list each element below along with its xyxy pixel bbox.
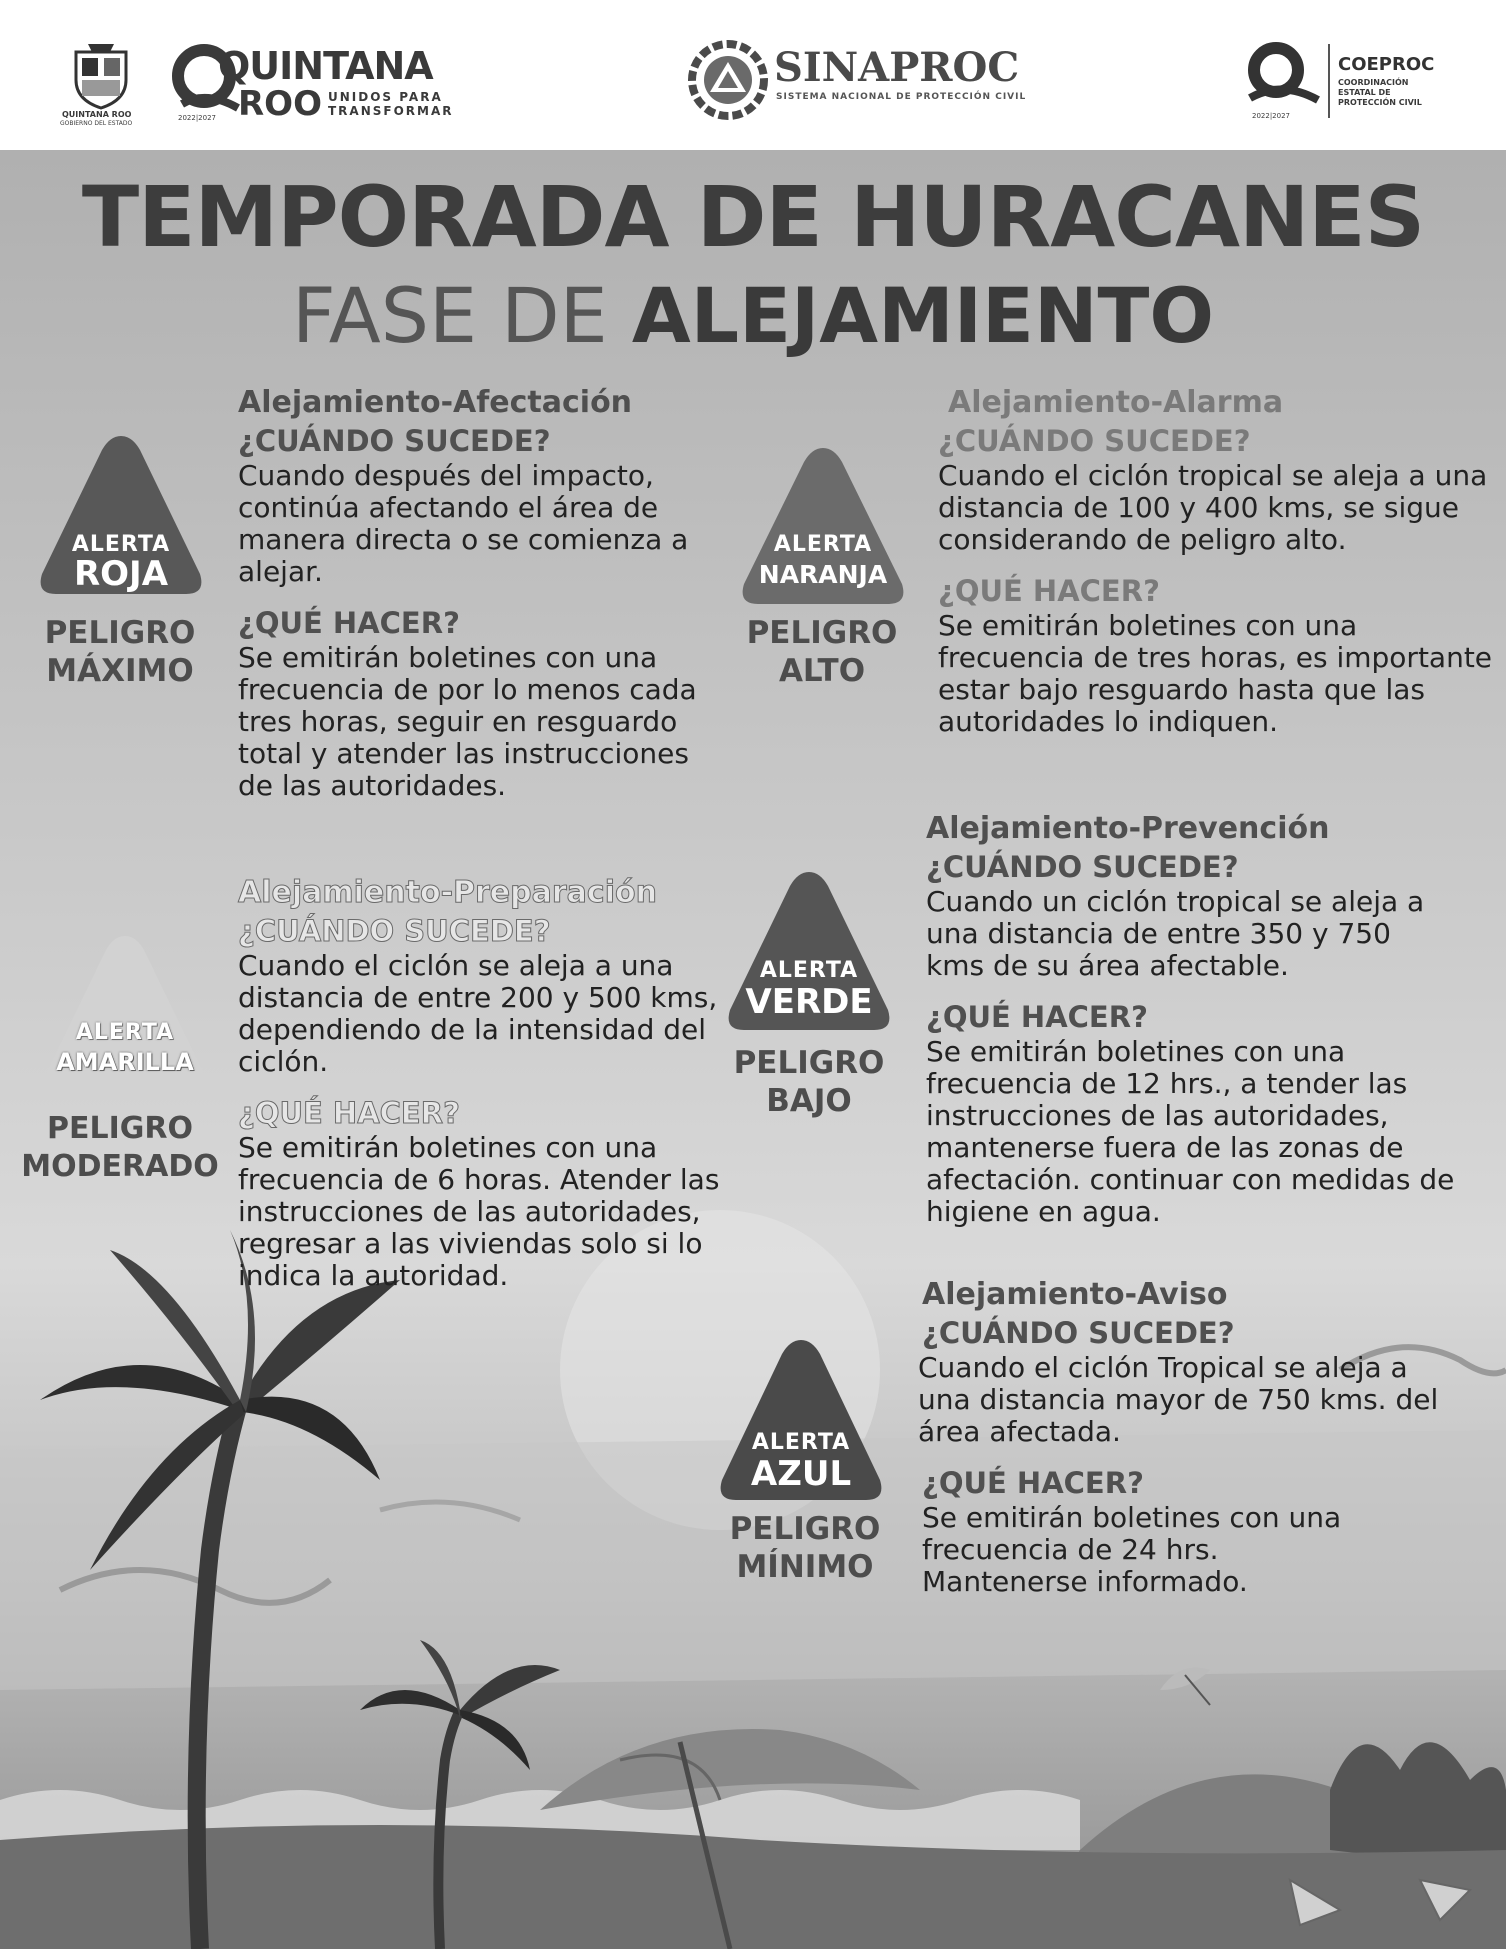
peligro-word: PELIGRO [729,1511,881,1547]
alerta-color: ROJA [73,554,169,594]
quintana-roo-logo [172,42,454,126]
peligro-moderado-label [10,1110,230,1186]
sub-title-bold: ALEJAMIENTO [631,271,1214,360]
alerta-roja-badge [36,430,206,600]
tagline-transformar: TRANSFORMAR [328,104,454,118]
cuando-sucede-text: Cuando un ciclón tropical se aleja a una distancia de entre 350 y 750 kms de su área afectable. [926,885,1425,982]
alerta-word: ALERTA [759,958,859,983]
que-hacer-text: Se emitirán boletines con una frecuencia de por lo menos cada tres horas, seguir en resguardo total y atender las instrucciones de las autoridades. [238,641,697,802]
cuando-sucede-text: Cuando el ciclón tropical se aleja a una distancia de 100 y 400 kms, se sigue considerando de peligro alto. [938,459,1488,556]
alerta-verde-badge [724,866,894,1036]
peligro-minimo-label [705,1510,905,1586]
alejamiento-aviso-block [918,1276,1478,1614]
alejamiento-afectacion-block [238,384,728,818]
coeproc-divider [1328,44,1330,118]
que-hacer-text: Se emitirán boletines con una frecuencia de 6 horas. Atender las instrucciones de las autoridades, regresar a las viviendas solo si lo indica la autoridad. [238,1131,720,1292]
que-hacer-text: Se emitirán boletines con una frecuencia de tres horas, es importante estar bajo resguardo hasta que las autoridades lo indiquen. [938,609,1493,738]
alejamiento-preparacion-block [238,874,778,1308]
alejamiento-prevencion-block [926,810,1496,1244]
coat-of-arms-icon [66,40,136,110]
cuando-sucede-heading: ¿CUÁNDO SUCEDE? [926,850,1239,884]
alerta-amarilla-badge [40,930,210,1100]
block-heading: Alejamiento-Aviso [922,1277,1228,1312]
peligro-maximo-label [20,614,220,690]
quintana-word: QUINTANA [218,44,433,88]
sub-title-regular: FASE DE [292,271,632,360]
alerta-color: VERDE [745,982,873,1022]
cuando-sucede-heading: ¿CUÁNDO SUCEDE? [238,914,551,948]
peligro-word: PELIGRO [746,615,898,651]
block-heading: Alejamiento-Preparación [238,875,657,910]
alerta-color: AZUL [750,1454,852,1494]
block-heading: Alejamiento-Prevención [926,811,1330,846]
peligro-level: MÁXIMO [46,653,194,689]
cuando-sucede-text: Cuando el ciclón se aleja a una distancia de entre 200 y 500 kms, dependiendo de la intensidad del ciclón. [238,949,718,1078]
cuando-sucede-heading: ¿CUÁNDO SUCEDE? [938,424,1251,458]
sinaproc-logo [688,40,1027,124]
cuando-sucede-text: Cuando el ciclón Tropical se aleja a una distancia mayor de 750 kms. del área afectada. [918,1351,1439,1448]
coeproc-line2: ESTATAL DE [1338,88,1391,97]
alerta-color: NARANJA [758,560,888,589]
peligro-level: MÍNIMO [736,1549,874,1585]
coeproc-line3: PROTECCIÓN CIVIL [1338,98,1422,107]
que-hacer-heading: ¿QUÉ HACER? [938,574,1160,608]
roo-word: ROO [238,84,322,124]
logo-years: 2022|2027 [178,114,216,122]
que-hacer-heading: ¿QUÉ HACER? [926,1000,1148,1034]
alerta-word: ALERTA [71,532,171,557]
sub-title [0,271,1506,360]
peligro-bajo-label [709,1044,909,1120]
coat-of-arms-subcaption: GOBIERNO DEL ESTADO [60,120,133,127]
alerta-naranja-badge [738,444,908,608]
alerta-word: ALERTA [773,532,873,557]
block-heading: Alejamiento-Afectación [238,385,633,420]
main-title: TEMPORADA DE HURACANES [81,168,1425,266]
alejamiento-alarma-block [938,384,1498,754]
quintana-roo-coat-of-arms-logo [60,40,136,127]
coeproc-name: COEPROC [1338,54,1435,75]
peligro-word: PELIGRO [733,1045,885,1081]
alerta-color: AMARILLA [56,1048,194,1076]
block-heading: Alejamiento-Alarma [948,385,1284,420]
peligro-word: PELIGRO [44,615,196,651]
cuando-sucede-heading: ¿CUÁNDO SUCEDE? [238,424,551,458]
peligro-level: BAJO [766,1083,852,1119]
coat-of-arms-caption: QUINTANA ROO [62,110,132,119]
q-wave-logo-icon [1244,40,1320,110]
tagline-unidos: UNIDOS PARA [328,90,443,104]
que-hacer-text: Se emitirán boletines con una frecuencia de 12 hrs., a tender las instrucciones de las autoridades, mantenerse fuera de las zonas de afectación. continuar con medidas de higiene en agua. [926,1035,1455,1228]
alerta-azul-badge [716,1334,886,1506]
peligro-alto-label [722,614,922,690]
cuando-sucede-heading: ¿CUÁNDO SUCEDE? [922,1316,1235,1350]
header-bar [0,0,1506,150]
que-hacer-heading: ¿QUÉ HACER? [238,606,460,640]
que-hacer-text: Se emitirán boletines con una frecuencia de 24 hrs. Mantenerse informado. [922,1501,1342,1598]
coeproc-logo [1244,40,1454,124]
civil-protection-emblem-icon [688,40,768,120]
cuando-sucede-text: Cuando después del impacto, continúa afectando el área de manera directa o se comienza a alejar. [238,459,689,588]
que-hacer-heading: ¿QUÉ HACER? [238,1096,460,1130]
alerta-word: ALERTA [75,1020,175,1045]
coeproc-line1: COORDINACIÓN [1338,78,1409,87]
peligro-level: MODERADO [21,1149,219,1184]
peligro-word: PELIGRO [47,1111,193,1146]
sinaproc-name: SINAPROC [774,44,1020,91]
sinaproc-subtitle: SISTEMA NACIONAL DE PROTECCIÓN CIVIL [776,92,1027,102]
peligro-level: ALTO [778,653,866,689]
que-hacer-heading: ¿QUÉ HACER? [922,1466,1144,1500]
coeproc-years: 2022|2027 [1252,112,1290,120]
alerta-word: ALERTA [751,1430,851,1455]
